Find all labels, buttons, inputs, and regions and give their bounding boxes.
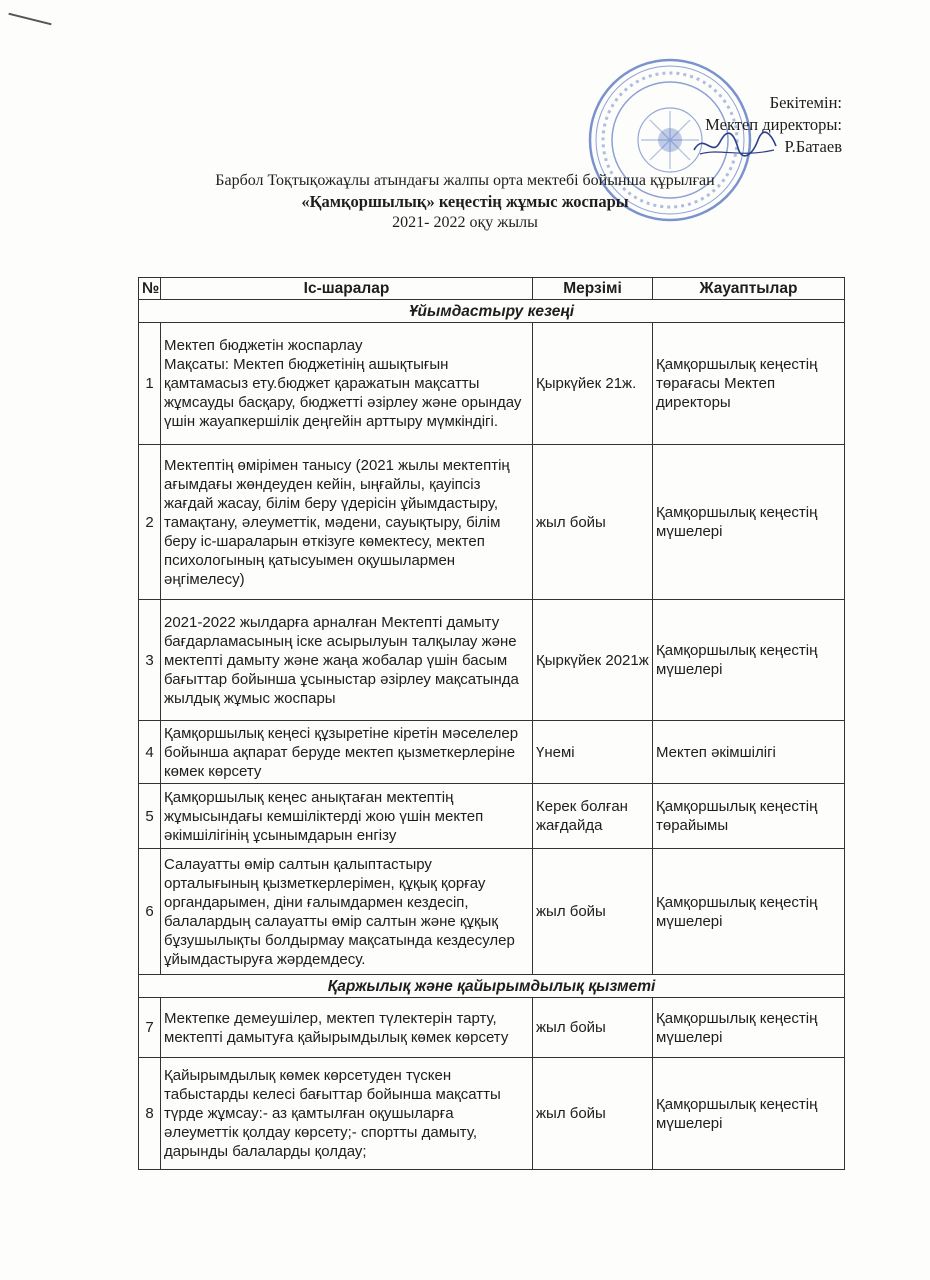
table-row: [139, 445, 845, 600]
row-activity: Мектептің өмірімен танысу (2021 жылы мектептің ағымдағы жөндеуден кейін, ыңғайлы, қауіпсіз жағдай жасау, білім беру үдерісін ұйымдастыру, тамақтану, әлеуметтік, мәдени, сауықтыру, білім беру іс-шараларын өткізуге көмектесу, мектеп психологының қатысуымен оқушылармен әңгімелесу): [161, 445, 533, 600]
row-number: 7: [139, 998, 161, 1058]
column-header-responsible: Жауаптылар: [653, 278, 845, 300]
row-number: 3: [139, 600, 161, 721]
row-activity: Мектепке демеушілер, мектеп түлектерін тарту, мектепті дамытуға қайырымдылық көмек көрсету: [161, 998, 533, 1058]
row-activity: 2021-2022 жылдарға арналған Мектепті дамыту бағдарламасының іске асырылуын талқылау және мектепті дамыту және жаңа жобалар үшін басым бағыттар бойынша ұсыныстар әзірлеу мақсатында жылдық жұмыс жоспары: [161, 600, 533, 721]
row-responsible: Қамқоршылық кеңестің мүшелері: [653, 849, 845, 975]
section-title-finance: Қаржылық және қайырымдылық қызметі: [139, 975, 845, 998]
row-term: Керек болған жағдайда: [533, 784, 653, 849]
row-activity: Қамқоршылық кеңес анықтаған мектептің жұмысындағы кемшіліктерді жою үшін мектеп әкімшілігінің ұсынымдарын енгізу: [161, 784, 533, 849]
table-row: [139, 1058, 845, 1170]
table-row: [139, 784, 845, 849]
row-responsible: Қамқоршылық кеңестің мүшелері: [653, 600, 845, 721]
approval-name: Р.Батаев: [784, 137, 842, 156]
row-activity-text: Мақсаты: Мектеп бюджетінің ашықтығын қамтамасыз ету.бюджет қаражатын мақсатты жұмсауды басқару, бюджетті әзірлеу және орындау үшін жауапкершілік деңгейін арттыру мүмкіндігі.: [164, 356, 522, 430]
row-responsible: Қамқоршылық кеңестің төрағасы Мектеп директоры: [653, 323, 845, 445]
row-activity: Қайырымдылық көмек көрсетуден түскен табыстарды келесі бағыттар бойынша мақсатты түрде жұмсау:- аз қамтылған оқушыларға әлеуметтік қолдау көрсету;- спортты дамыту, дарынды балаларды қолдау;: [161, 1058, 533, 1170]
table-header-row: [139, 278, 845, 300]
row-activity: Салауатты өмір салтын қалыптастыру орталығының қызметкерлерімен, құқық қорғау органдарымен, діни ғалымдармен кездесіп, балалардың салауатты өмір салтын және құқық бұзушылықты болдырмау мақсатында кездесулер ұйымдастыруға жәрдемдесу.: [161, 849, 533, 975]
row-number: 8: [139, 1058, 161, 1170]
row-term: жыл бойы: [533, 445, 653, 600]
section-row: [139, 975, 845, 998]
table-row: [139, 600, 845, 721]
row-activity: Мектеп бюджетін жоспарлау Мақсаты: Мектеп бюджетінің ашықтығын қамтамасыз ету.бюджет қаражатын мақсатты жұмсауды басқару, бюджетті әзірлеу және орындау үшін жауапкершілік деңгейін арттыру мүмкіндігі.: [161, 323, 533, 445]
section-row: [139, 300, 845, 323]
row-term: Үнемі: [533, 721, 653, 784]
row-term: Қыркүйек 21ж.: [533, 323, 653, 445]
row-term: Қыркүйек 2021ж: [533, 600, 653, 721]
approval-block: [705, 92, 842, 158]
row-responsible: Қамқоршылық кеңестің мүшелері: [653, 1058, 845, 1170]
row-responsible: Қамқоршылық кеңестің мүшелері: [653, 998, 845, 1058]
column-header-term: Мерзімі: [533, 278, 653, 300]
row-number: 1: [139, 323, 161, 445]
column-header-number: №: [139, 278, 161, 300]
row-activity: Қамқоршылық кеңесі құзыретіне кіретін мәселелер бойынша ақпарат беруде мектеп қызметкерлеріне көмек көрсету: [161, 721, 533, 784]
document-title: «Қамқоршылық» кеңестің жұмыс жоспары: [301, 192, 629, 211]
table-row: [139, 721, 845, 784]
approval-title: Бекітемін:: [769, 93, 842, 112]
work-plan-table: [138, 277, 845, 1170]
table-row: [139, 998, 845, 1058]
section-title-organization: Ұйымдастыру кезеңі: [139, 300, 845, 323]
table-row: [139, 849, 845, 975]
row-number: 6: [139, 849, 161, 975]
row-responsible: Қамқоршылық кеңестің төрайымы: [653, 784, 845, 849]
academic-year: 2021- 2022 оқу жылы: [392, 214, 538, 231]
scan-mark: [8, 13, 51, 26]
row-term: жыл бойы: [533, 849, 653, 975]
row-term: жыл бойы: [533, 998, 653, 1058]
row-responsible: Мектеп әкімшілігі: [653, 721, 845, 784]
row-term: жыл бойы: [533, 1058, 653, 1170]
document-subtitle: Барбол Тоқтықожаұлы атындағы жалпы орта мектебі бойынша құрылған: [215, 172, 715, 189]
row-responsible: Қамқоршылық кеңестің мүшелері: [653, 445, 845, 600]
row-number: 2: [139, 445, 161, 600]
approval-position: Мектеп директоры:: [705, 115, 842, 134]
row-number: 5: [139, 784, 161, 849]
table-row: [139, 323, 845, 445]
row-number: 4: [139, 721, 161, 784]
column-header-activities: Іс-шаралар: [161, 278, 533, 300]
